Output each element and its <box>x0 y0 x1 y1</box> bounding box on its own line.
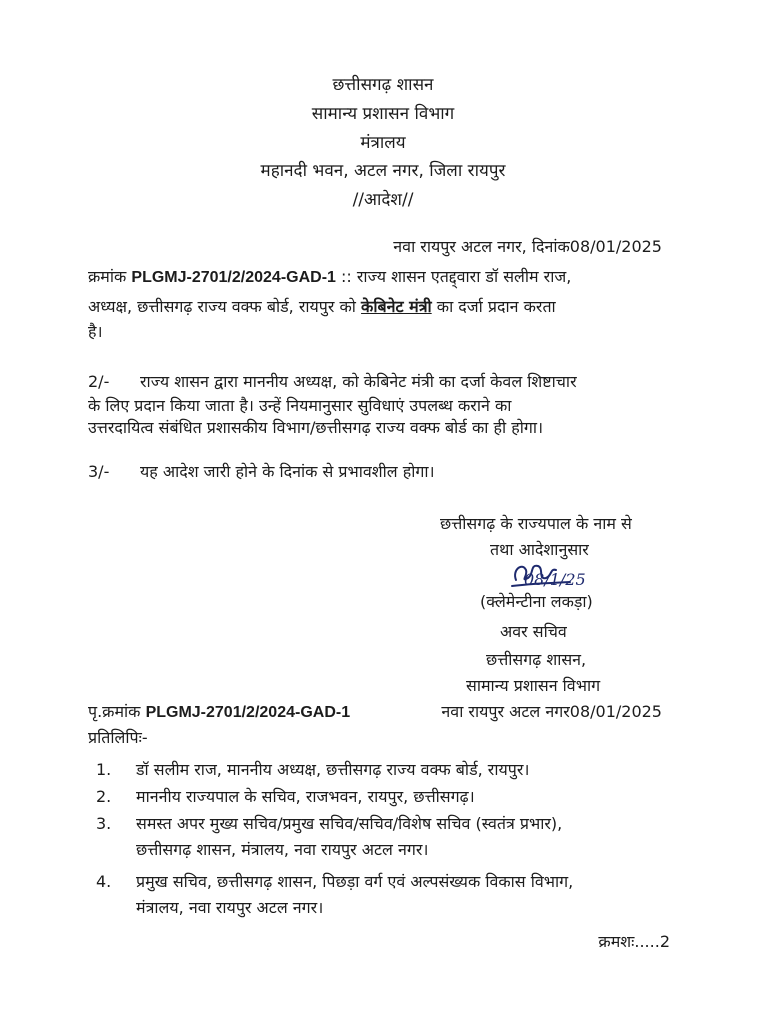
order-line2-post: का दर्जा प्रदान करता <box>436 297 556 316</box>
copy-item-number: 1. <box>96 760 112 779</box>
signatory-name: (क्लेमेन्टीना लकड़ा) <box>480 592 593 611</box>
header-address: महानदी भवन, अटल नगर, जिला रायपुर <box>260 161 506 181</box>
copy-item <box>96 870 573 892</box>
signatory-designation: अवर सचिव <box>500 622 567 641</box>
order-line2 <box>88 295 556 317</box>
copy-item-text: डॉ सलीम राज, माननीय अध्यक्ष, छत्तीसगढ़ राज्य वक्फ बोर्ड, रायपुर। <box>136 760 530 779</box>
signature-authority-line1: छत्तीसगढ़ के राज्यपाल के नाम से <box>440 514 632 533</box>
endorsement-date: नवा रायपुर अटल नगर08/01/2025 <box>441 702 662 721</box>
copy-item-number: 4. <box>96 872 112 891</box>
cabinet-minister-emphasis: केबिनेट मंत्री <box>361 297 432 316</box>
para2-text1: राज्य शासन द्वारा माननीय अध्यक्ष, को केबिनेट मंत्री का दर्जा केवल शिष्टाचार <box>140 372 577 391</box>
order-title: //आदेश// <box>352 190 414 210</box>
copy-item-number: 3. <box>96 814 112 833</box>
copy-item <box>96 812 562 834</box>
signatory-org1: छत्तीसगढ़ शासन, <box>486 650 587 669</box>
para3-line <box>88 460 435 482</box>
copy-item-continuation: छत्तीसगढ़ शासन, मंत्रालय, नवा रायपुर अटल नगर। <box>136 840 429 859</box>
endorsement-ref-line <box>88 700 350 722</box>
para3-number: 3/- <box>88 462 110 481</box>
page-continued-marker: क्रमशः.....2 <box>598 932 670 951</box>
endorsement-ref-number: PLGMJ-2701/2/2024-GAD-1 <box>145 704 351 721</box>
order-line3: है। <box>88 322 103 341</box>
para2-number: 2/- <box>88 372 110 391</box>
signatory-org2: सामान्य प्रशासन विभाग <box>466 676 601 695</box>
copy-item-text: माननीय राज्यपाल के सचिव, राजभवन, रायपुर, छत्तीसगढ़। <box>136 787 475 806</box>
order-line1-text: :: राज्य शासन एतद्द्वारा डॉ सलीम राज, <box>341 267 572 286</box>
header-government: छत्तीसगढ़ शासन <box>332 75 434 95</box>
header-department: सामान्य प्रशासन विभाग <box>311 104 455 124</box>
copy-item <box>96 785 475 807</box>
order-line2-pre: अध्यक्ष, छत्तीसगढ़ राज्य वक्फ बोर्ड, रायपुर को <box>88 297 356 316</box>
header-ministry: मंत्रालय <box>360 133 406 153</box>
order-ref-label: क्रमांक <box>88 267 127 286</box>
copy-item-text: समस्त अपर मुख्य सचिव/प्रमुख सचिव/सचिव/विशेष सचिव (स्वतंत्र प्रभार), <box>136 814 563 833</box>
para2-line3: उत्तरदायित्व संबंधित प्रशासकीय विभाग/छत्तीसगढ़ राज्य वक्फ बोर्ड का ही होगा। <box>88 418 544 437</box>
signature-date: 08/1/25 <box>524 570 586 589</box>
para2-line1 <box>88 370 577 392</box>
copy-item-continuation: मंत्रालय, नवा रायपुर अटल नगर। <box>136 898 324 917</box>
copy-to-label: प्रतिलिपिः- <box>88 728 148 747</box>
para2-line2: के लिए प्रदान किया जाता है। उन्हें नियमानुसार सुविधाएं उपलब्ध कराने का <box>88 396 512 415</box>
order-dateline: नवा रायपुर अटल नगर, दिनांक08/01/2025 <box>393 237 662 256</box>
endorsement-ref-label: पृ.क्रमांक <box>88 702 141 721</box>
para3-text: यह आदेश जारी होने के दिनांक से प्रभावशील होगा। <box>140 462 435 481</box>
signature-authority-line2: तथा आदेशानुसार <box>490 540 589 559</box>
copy-item-text: प्रमुख सचिव, छत्तीसगढ़ शासन, पिछड़ा वर्ग एवं अल्पसंख्यक विकास विभाग, <box>136 872 574 891</box>
order-ref-number: PLGMJ-2701/2/2024-GAD-1 <box>131 269 336 286</box>
copy-item-number: 2. <box>96 787 112 806</box>
copy-item <box>96 758 529 780</box>
order-ref-line <box>88 265 571 287</box>
